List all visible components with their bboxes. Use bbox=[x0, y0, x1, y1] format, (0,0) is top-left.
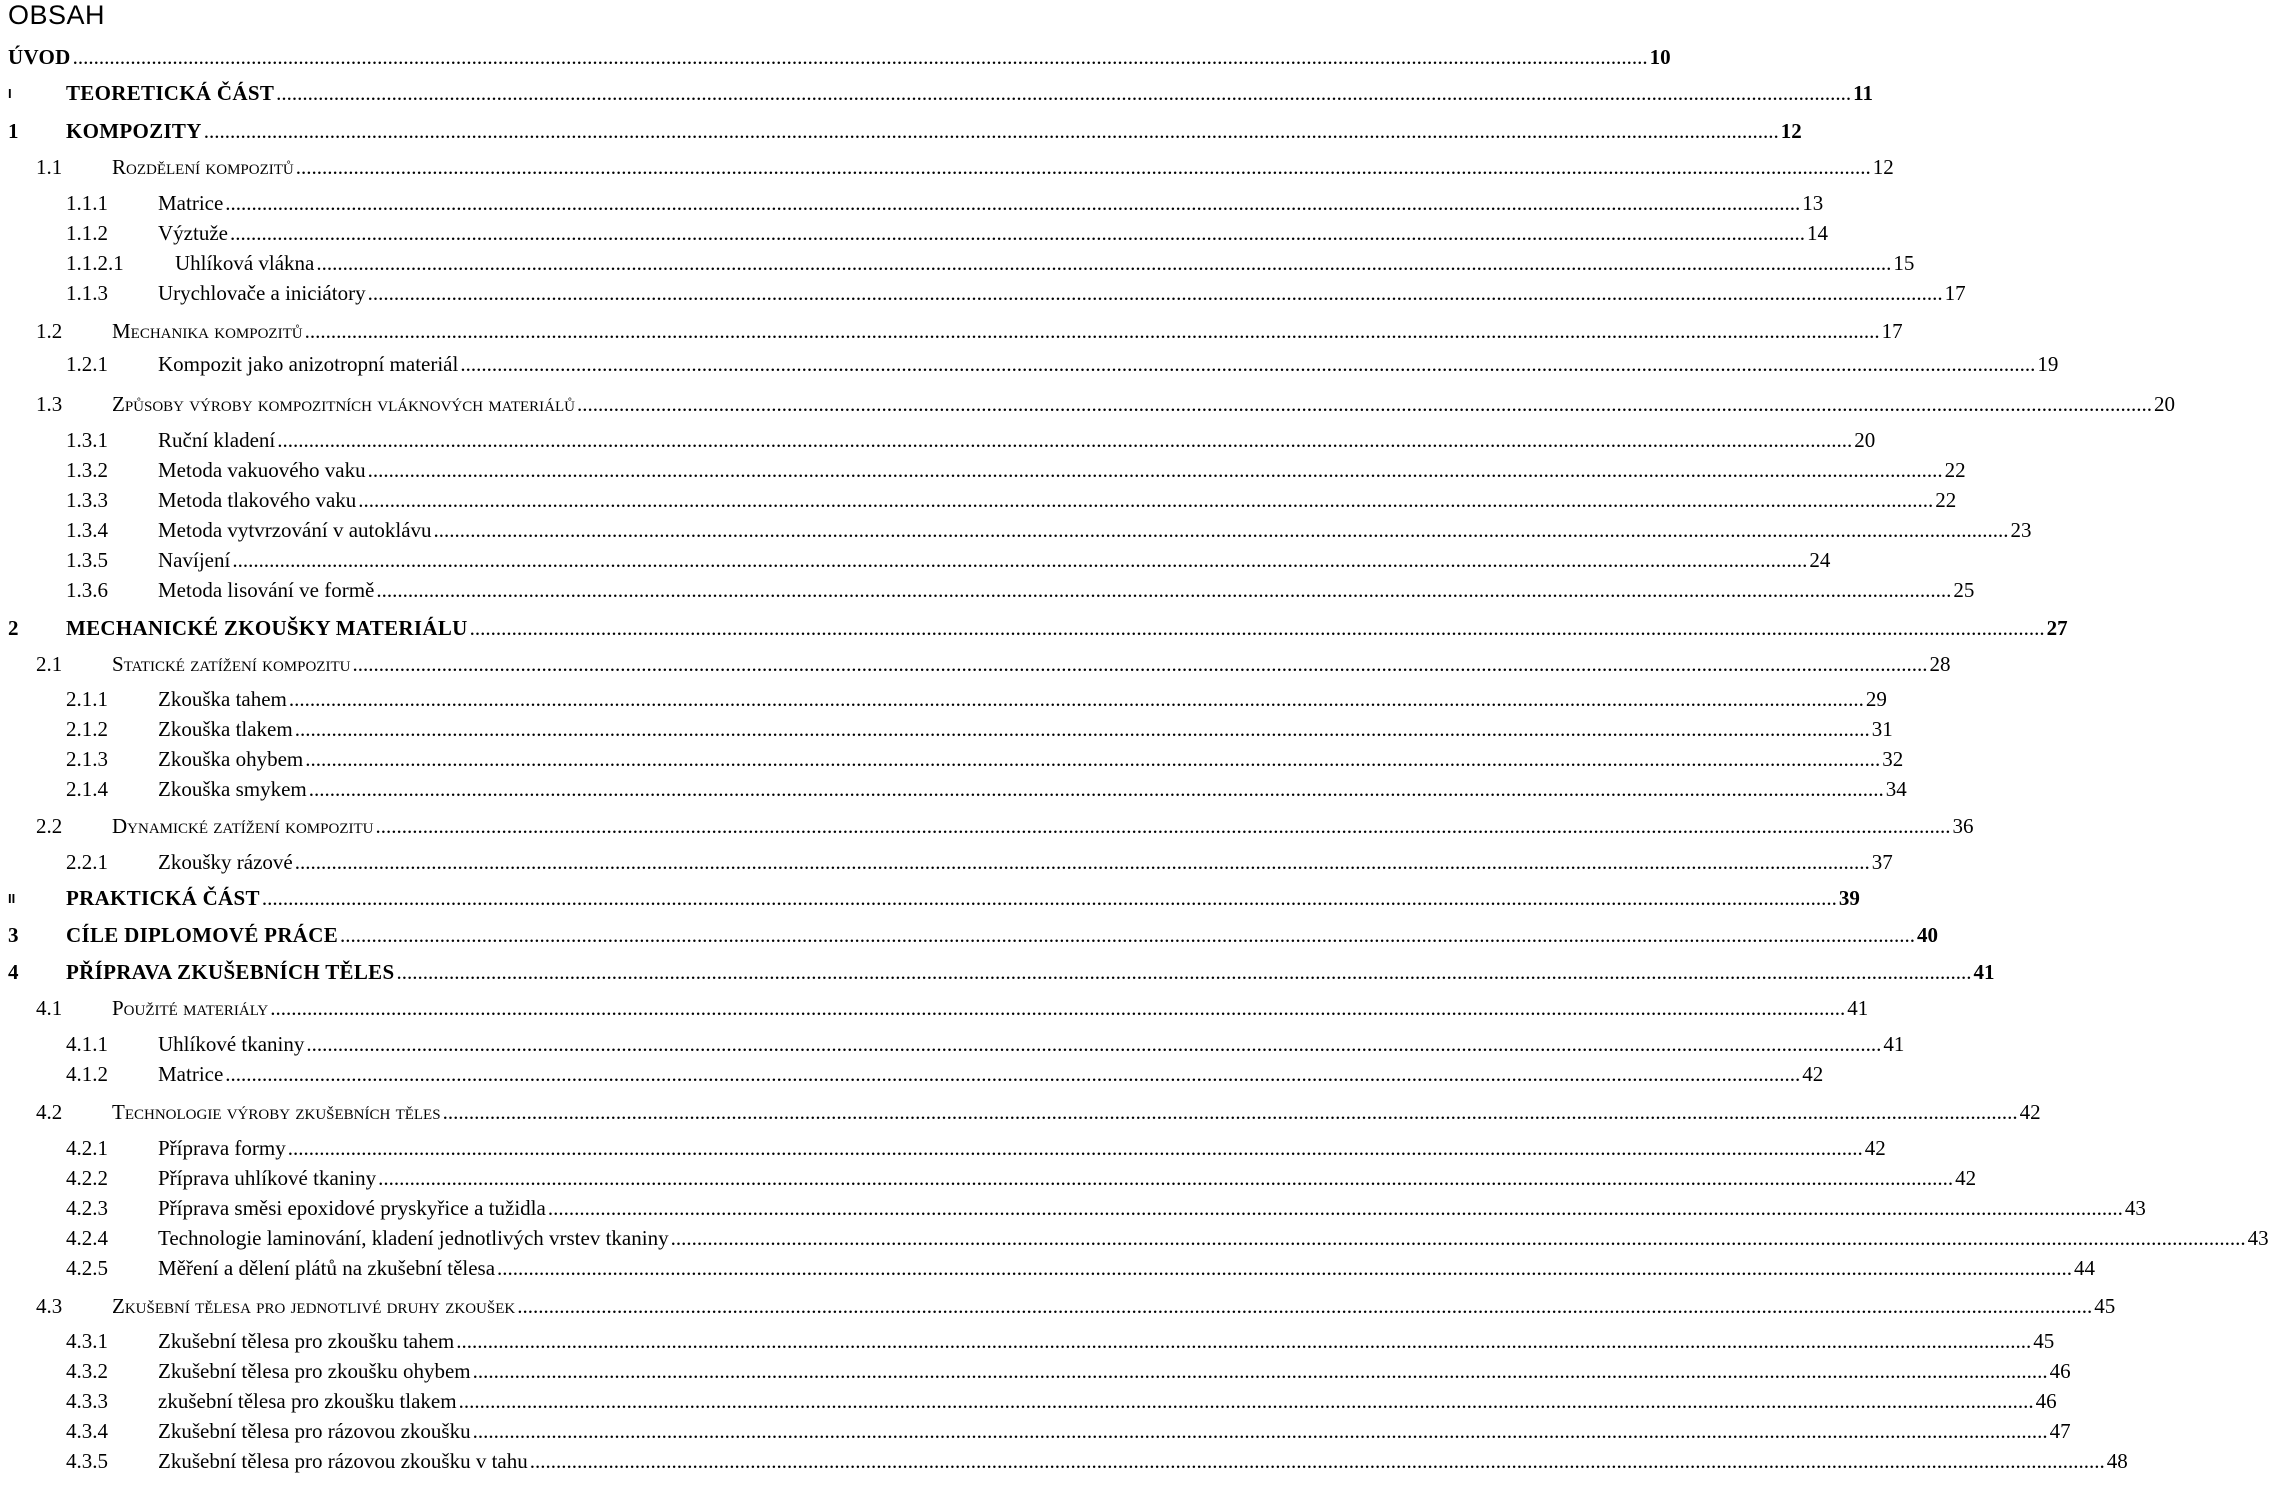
toc-entry-number: 1.1.2.1 bbox=[66, 251, 124, 275]
toc-entry-title: Metoda tlakového vaku bbox=[158, 488, 357, 512]
toc-entry-page: 22 bbox=[1944, 458, 1966, 482]
toc-entry-page: 10 bbox=[1649, 45, 1671, 69]
toc-entry[interactable] bbox=[0, 153, 1894, 181]
toc-entry-page: 45 bbox=[2033, 1329, 2055, 1353]
toc-entry-page: 11 bbox=[1853, 81, 1873, 105]
toc-entry-title: Zkoušky rázové bbox=[158, 850, 293, 874]
toc-entry-page: 27 bbox=[2046, 616, 2068, 640]
toc-entry-number: 4.3.2 bbox=[66, 1359, 108, 1383]
toc-entry-number: 1.3.2 bbox=[66, 458, 108, 482]
dot-leader: ............................................................................................................................................................................................................................................................................................................ bbox=[472, 1419, 2048, 1443]
toc-entry-title: Výztuže bbox=[158, 221, 228, 245]
toc-entry-title: Metoda lisování ve formě bbox=[158, 578, 375, 602]
toc-entry-page: 12 bbox=[1872, 155, 1894, 179]
page-title: OBSAH bbox=[8, 0, 106, 30]
toc-entry[interactable] bbox=[0, 189, 1824, 217]
toc-entry-title: Statické zatížení kompozitu bbox=[112, 652, 351, 676]
toc-entry-number: 2.1.1 bbox=[66, 687, 108, 711]
toc-entry[interactable] bbox=[0, 994, 1869, 1022]
toc-entry-page: 28 bbox=[1929, 652, 1951, 676]
toc-entry-title: MECHANICKÉ ZKOUŠKY MATERIÁLU bbox=[66, 616, 468, 640]
toc-entry-number: 1.3.5 bbox=[66, 548, 108, 572]
toc-entry[interactable] bbox=[0, 249, 1915, 277]
toc-entry[interactable] bbox=[0, 456, 1966, 484]
toc-entry-page: 39 bbox=[1838, 886, 1860, 910]
toc-entry-page: 42 bbox=[2019, 1100, 2041, 1124]
toc-entry-number: 1.1.2 bbox=[66, 221, 108, 245]
toc-entry-page: 37 bbox=[1871, 850, 1893, 874]
toc-entry-page: 29 bbox=[1865, 687, 1887, 711]
toc-entry-page: 17 bbox=[1944, 281, 1966, 305]
toc-entry[interactable] bbox=[0, 884, 1860, 912]
toc-entry[interactable] bbox=[0, 426, 1876, 454]
dot-leader: ............................................................................................................................................................................................................................................................................................................ bbox=[203, 119, 1779, 143]
dot-leader: ............................................................................................................................................................................................................................................................................................................ bbox=[456, 1329, 2032, 1353]
dot-leader: ............................................................................................................................................................................................................................................................................................................ bbox=[225, 1062, 1801, 1086]
dot-leader: ............................................................................................................................................................................................................................................................................................................ bbox=[304, 319, 1880, 343]
toc-entry-page: 46 bbox=[2049, 1359, 2071, 1383]
toc-entry-number: 1.1.1 bbox=[66, 191, 108, 215]
toc-entry-number: I bbox=[8, 86, 12, 101]
toc-entry[interactable] bbox=[0, 1098, 2041, 1126]
toc-entry[interactable] bbox=[0, 1447, 2128, 1475]
toc-entry-page: 36 bbox=[1952, 814, 1974, 838]
dot-leader: ............................................................................................................................................................................................................................................................................................................ bbox=[460, 352, 2036, 376]
dot-leader: ............................................................................................................................................................................................................................................................................................................ bbox=[306, 1032, 1882, 1056]
toc-entry-number: 4.3.5 bbox=[66, 1449, 108, 1473]
toc-entry-page: 15 bbox=[1893, 251, 1915, 275]
dot-leader: ............................................................................................................................................................................................................................................................................................................ bbox=[294, 717, 1870, 741]
toc-entry-number: 4.2.4 bbox=[66, 1226, 108, 1250]
toc-entry-page: 42 bbox=[1802, 1062, 1824, 1086]
toc-entry-page: 46 bbox=[2035, 1389, 2057, 1413]
toc-entry-title: Zkouška ohybem bbox=[158, 747, 304, 771]
toc-entry-page: 22 bbox=[1935, 488, 1957, 512]
dot-leader: ............................................................................................................................................................................................................................................................................................................ bbox=[352, 652, 1928, 676]
toc-entry-page: 20 bbox=[2154, 392, 2176, 416]
dot-leader: ............................................................................................................................................................................................................................................................................................................ bbox=[276, 81, 1852, 105]
toc-entry-number: 1.2 bbox=[36, 319, 63, 343]
dot-leader: ............................................................................................................................................................................................................................................................................................................ bbox=[287, 1136, 1863, 1160]
toc-entry-page: 20 bbox=[1854, 428, 1876, 452]
dot-leader: ............................................................................................................................................................................................................................................................................................................ bbox=[316, 251, 1892, 275]
toc-entry[interactable] bbox=[0, 546, 1831, 574]
dot-leader: ............................................................................................................................................................................................................................................................................................................ bbox=[261, 886, 1837, 910]
dot-leader: ............................................................................................................................................................................................................................................................................................................ bbox=[670, 1226, 2246, 1250]
dot-leader: ............................................................................................................................................................................................................................................................................................................ bbox=[229, 221, 1805, 245]
toc-entry-number: 4.1.2 bbox=[66, 1062, 108, 1086]
dot-leader: ............................................................................................................................................................................................................................................................................................................ bbox=[442, 1100, 2018, 1124]
dot-leader: ............................................................................................................................................................................................................................................................................................................ bbox=[378, 1166, 1954, 1190]
toc-entry-number: 4 bbox=[8, 960, 19, 984]
toc-entry-page: 32 bbox=[1882, 747, 1904, 771]
toc-entry[interactable] bbox=[0, 1224, 2269, 1252]
toc-entry-title: PRAKTICKÁ ČÁST bbox=[66, 886, 260, 910]
toc-entry-title: Technologie výroby zkušebních těles bbox=[112, 1100, 441, 1124]
toc-entry-number: 1.3.3 bbox=[66, 488, 108, 512]
toc-entry[interactable] bbox=[0, 685, 1887, 713]
dot-leader: ............................................................................................................................................................................................................................................................................................................ bbox=[294, 850, 1870, 874]
toc-entry[interactable] bbox=[0, 614, 2068, 642]
dot-leader: ............................................................................................................................................................................................................................................................................................................ bbox=[469, 616, 2045, 640]
toc-entry-page: 23 bbox=[2010, 518, 2032, 542]
toc-entry-page: 24 bbox=[1809, 548, 1831, 572]
toc-entry-title: Příprava směsi epoxidové pryskyřice a tužidla bbox=[158, 1196, 546, 1220]
toc-entry[interactable] bbox=[0, 1292, 2116, 1320]
dot-leader: ............................................................................................................................................................................................................................................................................................................ bbox=[367, 458, 1943, 482]
toc-entry-title: Zkouška tlakem bbox=[158, 717, 293, 741]
dot-leader: ............................................................................................................................................................................................................................................................................................................ bbox=[308, 777, 1884, 801]
toc-entry[interactable] bbox=[0, 958, 1995, 986]
dot-leader: ............................................................................................................................................................................................................................................................................................................ bbox=[433, 518, 2009, 542]
toc-entry-title: Matrice bbox=[158, 1062, 224, 1086]
dot-leader: ............................................................................................................................................................................................................................................................................................................ bbox=[225, 191, 1801, 215]
toc-entry[interactable] bbox=[0, 117, 1802, 145]
toc-entry-title: Zkušební tělesa pro jednotlivé druhy zkoušek bbox=[112, 1294, 516, 1318]
toc-entry-page: 13 bbox=[1802, 191, 1824, 215]
toc-entry[interactable] bbox=[0, 1417, 2071, 1445]
toc-entry-title: ÚVOD bbox=[8, 45, 71, 69]
toc-entry-number: 1.3.4 bbox=[66, 518, 108, 542]
toc-entry-title: Urychlovače a iniciátory bbox=[158, 281, 366, 305]
toc-entry-number: 1.3 bbox=[36, 392, 63, 416]
toc-entry[interactable] bbox=[0, 1164, 1977, 1192]
toc-entry-page: 41 bbox=[1973, 960, 1995, 984]
toc-entry-number: 1.3.6 bbox=[66, 578, 108, 602]
toc-entry-number: 2.2.1 bbox=[66, 850, 108, 874]
toc-entry-title: Technologie laminování, kladení jednotlivých vrstev tkaniny bbox=[158, 1226, 669, 1250]
dot-leader: ............................................................................................................................................................................................................................................................................................................ bbox=[305, 747, 1881, 771]
toc-entry-page: 41 bbox=[1847, 996, 1869, 1020]
toc-entry-title: zkušební tělesa pro zkoušku tlakem bbox=[158, 1389, 457, 1413]
toc-entry[interactable] bbox=[0, 650, 1951, 678]
toc-entry[interactable] bbox=[0, 1060, 1824, 1088]
toc-entry-title: Uhlíková vlákna bbox=[175, 251, 315, 275]
toc-entry-page: 48 bbox=[2106, 1449, 2128, 1473]
toc-entry-page: 45 bbox=[2094, 1294, 2116, 1318]
toc-entry[interactable] bbox=[0, 1357, 2071, 1385]
toc-entry[interactable] bbox=[0, 219, 1828, 247]
toc-entry-title: Dynamické zatížení kompozitu bbox=[112, 814, 374, 838]
dot-leader: ............................................................................................................................................................................................................................................................................................................ bbox=[358, 488, 1934, 512]
dot-leader: ............................................................................................................................................................................................................................................................................................................ bbox=[497, 1256, 2073, 1280]
toc-entry-title: Způsoby výroby kompozitních vláknových materiálů bbox=[112, 392, 576, 416]
toc-entry-page: 25 bbox=[1953, 578, 1975, 602]
toc-entry-number: 4.3.1 bbox=[66, 1329, 108, 1353]
dot-leader: ............................................................................................................................................................................................................................................................................................................ bbox=[270, 996, 1846, 1020]
toc-entry-title: Zkušební tělesa pro zkoušku ohybem bbox=[158, 1359, 471, 1383]
toc-entry-title: KOMPOZITY bbox=[66, 119, 202, 143]
toc-entry[interactable] bbox=[0, 745, 1904, 773]
toc-entry-title: Zkušební tělesa pro rázovou zkoušku v tahu bbox=[158, 1449, 528, 1473]
dot-leader: ............................................................................................................................................................................................................................................................................................................ bbox=[547, 1196, 2123, 1220]
dot-leader: ............................................................................................................................................................................................................................................................................................................ bbox=[295, 155, 1871, 179]
toc-entry-title: Kompozit jako anizotropní materiál bbox=[158, 352, 459, 376]
toc-entry[interactable] bbox=[0, 486, 1957, 514]
toc-entry-number: 4.3.4 bbox=[66, 1419, 108, 1443]
toc-entry-number: 2 bbox=[8, 616, 19, 640]
toc-entry-number: 4.2.5 bbox=[66, 1256, 108, 1280]
dot-leader: ............................................................................................................................................................................................................................................................................................................ bbox=[375, 814, 1951, 838]
toc-entry-number: 4.2.2 bbox=[66, 1166, 108, 1190]
toc-entry[interactable] bbox=[0, 1030, 1905, 1058]
toc-entry[interactable] bbox=[0, 79, 1873, 107]
toc-entry-title: CÍLE DIPLOMOVÉ PRÁCE bbox=[66, 923, 339, 947]
toc-entry-page: 42 bbox=[1864, 1136, 1886, 1160]
toc-entry-title: Rozdělení kompozitů bbox=[112, 155, 294, 179]
toc-entry-page: 43 bbox=[2247, 1226, 2269, 1250]
toc-entry-title: Metoda vytvrzování v autoklávu bbox=[158, 518, 432, 542]
toc-entry-number: 1.1 bbox=[36, 155, 63, 179]
toc-entry-title: Metoda vakuového vaku bbox=[158, 458, 366, 482]
dot-leader: ............................................................................................................................................................................................................................................................................................................ bbox=[396, 960, 1972, 984]
toc-entry-number: 1.3.1 bbox=[66, 428, 108, 452]
toc-entry-page: 19 bbox=[2037, 352, 2059, 376]
toc-entry-title: Měření a dělení plátů na zkušební tělesa bbox=[158, 1256, 496, 1280]
dot-leader: ............................................................................................................................................................................................................................................................................................................ bbox=[458, 1389, 2034, 1413]
toc-entry-number: 4.3 bbox=[36, 1294, 63, 1318]
toc-entry[interactable] bbox=[0, 1194, 2146, 1222]
toc-entry-number: 4.2.3 bbox=[66, 1196, 108, 1220]
toc-entry[interactable] bbox=[0, 350, 2059, 378]
toc-entry-number: 1.1.3 bbox=[66, 281, 108, 305]
toc-entry-title: Zkušební tělesa pro zkoušku tahem bbox=[158, 1329, 455, 1353]
toc-entry[interactable] bbox=[0, 279, 1966, 307]
toc-entry-number: 2.1.2 bbox=[66, 717, 108, 741]
toc-entry-page: 43 bbox=[2124, 1196, 2146, 1220]
toc-entry-page: 47 bbox=[2049, 1419, 2071, 1443]
toc-entry[interactable] bbox=[0, 576, 1975, 604]
toc-entry-number: 1 bbox=[8, 119, 19, 143]
toc-entry-page: 14 bbox=[1806, 221, 1828, 245]
toc-entry-title: Příprava uhlíkové tkaniny bbox=[158, 1166, 377, 1190]
toc-entry-number: 4.2.1 bbox=[66, 1136, 108, 1160]
toc-entry-title: Zkouška tahem bbox=[158, 687, 287, 711]
toc-entry-title: Matrice bbox=[158, 191, 224, 215]
toc-entry-title: Použité materiály bbox=[112, 996, 269, 1020]
toc-entry-title: Uhlíkové tkaniny bbox=[158, 1032, 305, 1056]
dot-leader: ............................................................................................................................................................................................................................................................................................................ bbox=[529, 1449, 2105, 1473]
toc-entry[interactable] bbox=[0, 921, 1939, 949]
toc-entry-page: 12 bbox=[1780, 119, 1802, 143]
toc-entry-number: II bbox=[8, 891, 16, 906]
toc-entry-number: 2.1.4 bbox=[66, 777, 108, 801]
toc-entry[interactable] bbox=[0, 1387, 2057, 1415]
toc-entry-number: 2.1.3 bbox=[66, 747, 108, 771]
toc-entry-number: 1.2.1 bbox=[66, 352, 108, 376]
toc-entry-page: 34 bbox=[1885, 777, 1907, 801]
dot-leader: ............................................................................................................................................................................................................................................................................................................ bbox=[232, 548, 1808, 572]
dot-leader: ............................................................................................................................................................................................................................................................................................................ bbox=[277, 428, 1853, 452]
toc-entry-number: 4.1 bbox=[36, 996, 63, 1020]
toc-entry[interactable] bbox=[0, 390, 2176, 418]
toc-entry[interactable] bbox=[0, 848, 1893, 876]
toc-entry-title: Navíjení bbox=[158, 548, 231, 572]
toc-entry-number: 3 bbox=[8, 923, 19, 947]
dot-leader: ............................................................................................................................................................................................................................................................................................................ bbox=[577, 392, 2153, 416]
toc-entry-number: 4.1.1 bbox=[66, 1032, 108, 1056]
toc-entry-number: 4.2 bbox=[36, 1100, 63, 1124]
dot-leader: ............................................................................................................................................................................................................................................................................................................ bbox=[72, 45, 1648, 69]
toc-entry-title: Ruční kladení bbox=[158, 428, 276, 452]
toc-entry-number: 2.1 bbox=[36, 652, 63, 676]
toc-entry-page: 31 bbox=[1871, 717, 1893, 741]
toc-entry[interactable] bbox=[0, 775, 1907, 803]
dot-leader: ............................................................................................................................................................................................................................................................................................................ bbox=[472, 1359, 2048, 1383]
dot-leader: ............................................................................................................................................................................................................................................................................................................ bbox=[517, 1294, 2093, 1318]
toc-entry-title: TEORETICKÁ ČÁST bbox=[66, 81, 275, 105]
toc-entry-title: Příprava formy bbox=[158, 1136, 286, 1160]
toc-entry[interactable] bbox=[0, 1254, 2096, 1282]
toc-entry[interactable] bbox=[0, 1327, 2055, 1355]
dot-leader: ............................................................................................................................................................................................................................................................................................................ bbox=[367, 281, 1943, 305]
toc-entry-page: 17 bbox=[1881, 319, 1903, 343]
toc-entry[interactable] bbox=[0, 1134, 1886, 1162]
toc-entry-page: 40 bbox=[1917, 923, 1939, 947]
toc-entry[interactable] bbox=[0, 715, 1893, 743]
dot-leader: ............................................................................................................................................................................................................................................................................................................ bbox=[376, 578, 1952, 602]
dot-leader: ............................................................................................................................................................................................................................................................................................................ bbox=[288, 687, 1864, 711]
toc-entry-title: Zkouška smykem bbox=[158, 777, 307, 801]
toc-entry-title: Zkušební tělesa pro rázovou zkoušku bbox=[158, 1419, 471, 1443]
toc-entry-title: PŘÍPRAVA ZKUŠEBNÍCH TĚLES bbox=[66, 960, 395, 984]
toc-entry-number: 2.2 bbox=[36, 814, 63, 838]
toc-entry-number: 4.3.3 bbox=[66, 1389, 108, 1413]
toc-entry-page: 42 bbox=[1955, 1166, 1977, 1190]
toc-entry-page: 44 bbox=[2074, 1256, 2096, 1280]
dot-leader: ............................................................................................................................................................................................................................................................................................................ bbox=[340, 923, 1916, 947]
toc-entry[interactable] bbox=[0, 812, 1974, 840]
toc-entry[interactable] bbox=[0, 317, 1903, 345]
toc-entry[interactable] bbox=[0, 43, 1671, 71]
toc-entry-title: Mechanika kompozitů bbox=[112, 319, 303, 343]
toc-entry[interactable] bbox=[0, 516, 2032, 544]
toc-entry-page: 41 bbox=[1883, 1032, 1905, 1056]
